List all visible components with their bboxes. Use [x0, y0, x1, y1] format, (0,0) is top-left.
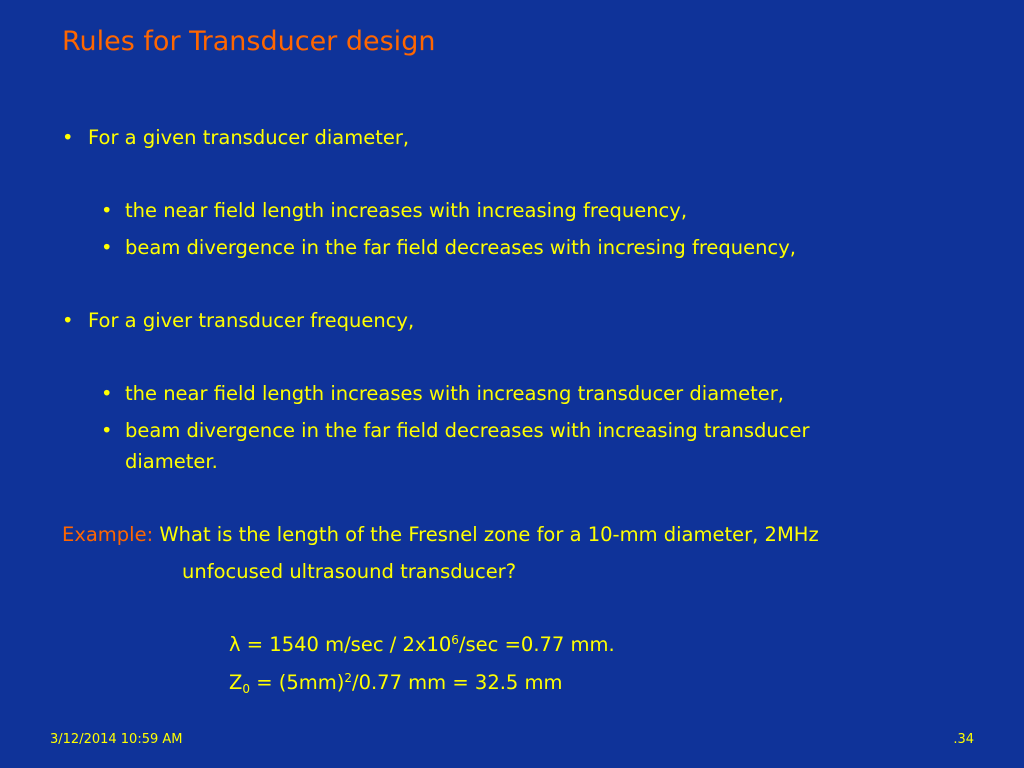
example-question: What is the length of the Fresnel zone for a 10-mm diameter, 2MHz — [159, 523, 819, 546]
lambda-symbol: λ — [229, 633, 241, 656]
eq2-z: Z — [229, 671, 243, 694]
eq2-subscript: 0 — [242, 682, 250, 696]
sub-bullet-marker: • — [101, 199, 113, 222]
sub-bullet-marker: • — [101, 382, 113, 405]
footer-page-number: .34 — [953, 732, 974, 747]
eq1-part2: /sec =0.77 mm. — [458, 633, 615, 656]
footer-date: 3/12/2014 10:59 AM — [50, 732, 183, 747]
bullet-text: For a giver transducer frequency, — [88, 309, 415, 332]
slide-title: Rules for Transducer design — [62, 26, 436, 57]
sub-bullet-marker: • — [101, 236, 113, 259]
wavelength-equation — [229, 633, 615, 657]
sub-bullet-text: beam divergence in the far field decreases with incresing frequency, — [125, 236, 796, 259]
bullet-marker: • — [62, 126, 74, 149]
sub-bullet-text: the near field length increases with increasing frequency, — [125, 199, 688, 222]
fresnel-zone-equation — [229, 671, 563, 695]
eq1-exponent: 6 — [451, 633, 459, 647]
example-question-continued: unfocused ultrasound transducer? — [182, 560, 517, 583]
eq1-part1: = 1540 m/sec / 2x10 — [240, 633, 452, 656]
eq2-exponent: 2 — [344, 671, 352, 685]
sub-bullet-text: beam divergence in the far field decreases with increasing transducer — [125, 419, 810, 442]
eq2-part1: = (5mm) — [250, 671, 345, 694]
eq2-part2: /0.77 mm = 32.5 mm — [352, 671, 563, 694]
bullet-text: For a given transducer diameter, — [88, 126, 410, 149]
example-label: Example: — [62, 523, 154, 546]
sub-bullet-text: the near field length increases with increasng transducer diameter, — [125, 382, 784, 405]
example-line — [62, 523, 819, 547]
sub-bullet-marker: • — [101, 419, 113, 442]
sub-bullet-text-continued: diameter. — [125, 450, 218, 473]
bullet-marker: • — [62, 309, 74, 332]
